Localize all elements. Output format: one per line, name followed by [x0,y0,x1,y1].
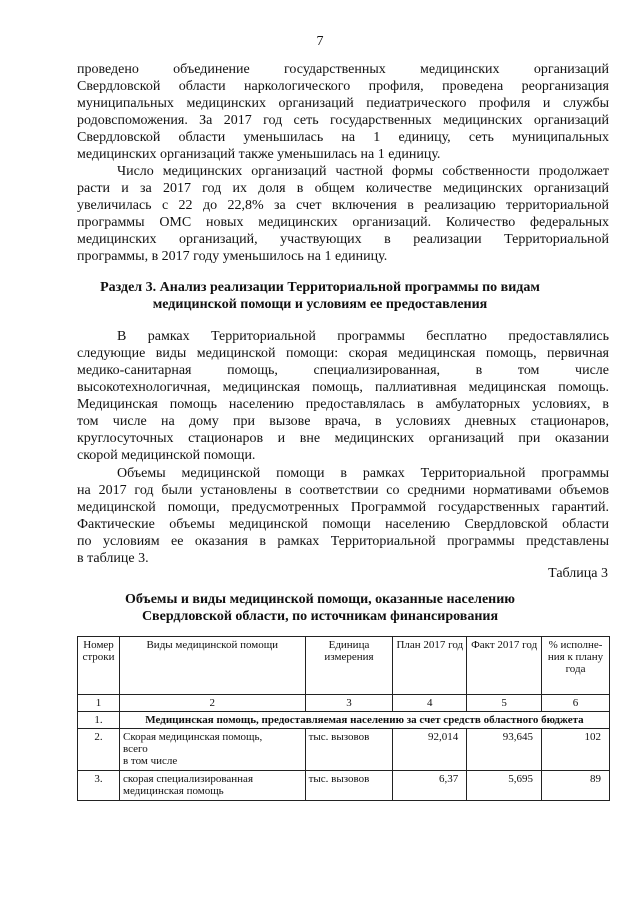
para1-line: муниципальных медицинских организаций педиатрического профиля и службы [77,96,609,111]
column-number-row [78,695,610,712]
column-number: 3 [305,695,393,712]
table-header-row [78,637,610,695]
section-heading: Раздел 3. Анализ реализации Территориальной программы по видам [100,280,540,295]
table-row [78,771,610,801]
section-heading: медицинской помощи и условиям ее предоставления [152,297,488,312]
para4-line: медицинской помощи, предусмотренных Программой государственных гарантий. [77,500,609,515]
para3-line: скорой медицинской помощи. [77,448,256,463]
para2-line: программы ОМС новых медицинских организаций. Количество федеральных [77,215,609,230]
care-type-text: в том числе [122,755,178,767]
para1-line: медицинских организаций также уменьшилась на 1 единицу. [77,147,441,162]
table-section-row [78,712,610,729]
para3-line: В рамках Территориальной программы бесплатно предоставлялись [117,329,609,344]
para4-line: в таблице 3. [77,551,149,566]
table-label: Таблица 3 [548,566,608,581]
row-number: 2. [78,729,120,771]
care-type-text: скорая специализированная [122,773,254,785]
plan-cell: 6,37 [393,771,467,801]
header-cell: Виды медицинской помощи [119,637,305,695]
para3-line: высокотехнологичная, медицинская помощь, паллиативная медицинская помощь. [77,380,609,395]
header-cell: План 2017 год [393,637,467,695]
para3-line: медико-санитарная помощь, специализированная, в том числе [77,363,609,378]
header-cell: % исполне-ния к плану года [542,637,610,695]
unit-cell: тыс. вызовов [305,729,393,771]
para2-line: Число медицинских организаций частной формы собственности продолжает [117,164,609,179]
data-table [77,636,610,801]
column-number: 2 [119,695,305,712]
fact-cell: 93,645 [467,729,542,771]
para4-line: на 2017 год были установлены в соответствии со средними нормативами объемов [77,483,609,498]
percent-cell: 89 [542,771,610,801]
percent-cell: 102 [542,729,610,771]
care-type-text: медицинская помощь [122,785,224,797]
column-number: 5 [467,695,542,712]
para1-line: Свердловской области наркологического профиля, проведена реорганизация [77,79,609,94]
section-row-text: Медицинская помощь, предоставляемая населению за счет средств областного бюджета [119,712,609,729]
para3-line: круглосуточных стационаров и вне медицинских организаций при оказании [77,431,609,446]
table-title: Объемы и виды медицинской помощи, оказанные населению [124,592,516,607]
column-number: 1 [78,695,120,712]
care-type-cell [119,729,305,771]
para4-line: Объемы медицинской помощи в рамках Территориальной программы [117,466,609,481]
header-cell: Единица измерения [305,637,393,695]
table-row [78,729,610,771]
column-number: 6 [542,695,610,712]
header-cell: Факт 2017 год [467,637,542,695]
header-cell: Номер строки [78,637,120,695]
column-number: 4 [393,695,467,712]
para2-line: программы, в 2017 году уменьшилось на 1 единицу. [77,249,388,264]
page-number: 7 [316,34,324,49]
para2-line: расти и за 2017 год их доля в общем количестве медицинских организаций [77,181,609,196]
care-type-text: Скорая медицинская помощь, [122,731,263,743]
para3-line: Медицинская помощь населению предоставлялась в амбулаторных условиях, в [77,397,609,412]
para1-line: родовспоможения. За 2017 год сеть государственных медицинских организаций [77,113,609,128]
unit-cell: тыс. вызовов [305,771,393,801]
para2-line: медицинских организаций, участвующих в реализации Территориальной [77,232,609,247]
table-title: Свердловской области, по источникам финансирования [141,609,499,624]
fact-cell: 5,695 [467,771,542,801]
row-number: 3. [78,771,120,801]
row-number: 1. [78,712,120,729]
para4-line: по условиям ее оказания в рамках Территориальной программы представлены [77,534,609,549]
care-type-text: всего [122,743,148,755]
para3-line: том числе на дому при вызове врача, в условиях дневных стационаров, [77,414,609,429]
para1-line: проведено объединение государственных медицинских организаций [77,62,609,77]
para4-line: Фактические объемы медицинской помощи населению Свердловской области [77,517,609,532]
para1-line: Свердловской области уменьшилась на 1 единицу, сеть муниципальных [77,130,609,145]
para2-line: увеличилась с 22 до 22,8% за счет включения в реализацию территориальной [77,198,609,213]
plan-cell: 92,014 [393,729,467,771]
care-type-cell [119,771,305,801]
para3-line: следующие виды медицинской помощи: скорая медицинская помощь, первичная [77,346,609,361]
